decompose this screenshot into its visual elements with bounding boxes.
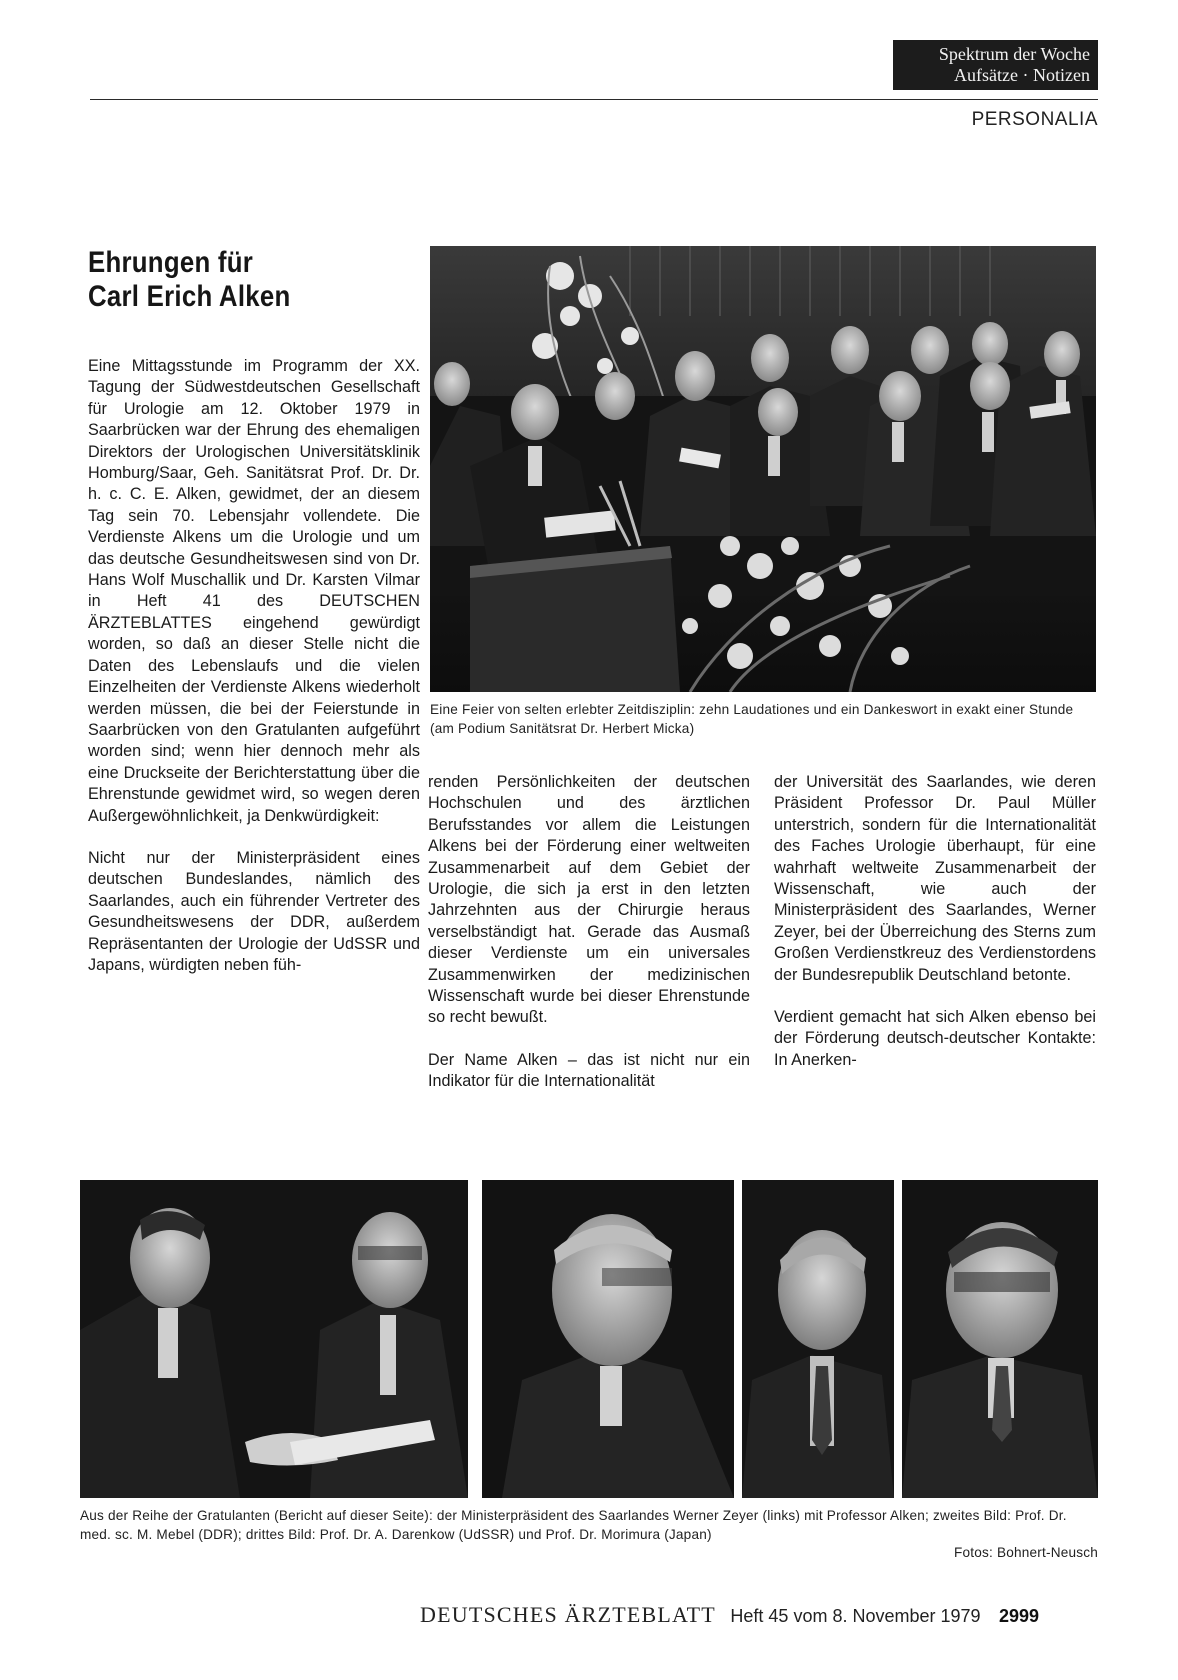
- category-label: PERSONALIA: [971, 109, 1098, 130]
- article-column-3: [774, 772, 1096, 1092]
- photo-credit: Fotos: Bohnert-Neusch: [954, 1545, 1098, 1560]
- section-label-line1: Spektrum der Woche: [938, 44, 1090, 64]
- journal-name: DEUTSCHES ÄRZTEBLATT: [420, 1602, 716, 1627]
- issue-info: Heft 45 vom 8. November 1979: [730, 1606, 981, 1626]
- handshake-photo-image: [80, 1180, 468, 1498]
- mebel-photo-image: [482, 1180, 734, 1498]
- article-column-1: [88, 356, 420, 997]
- page-footer: [420, 1602, 1098, 1632]
- ceremony-photo-caption: Eine Feier von selten erlebter Zeitdisziplin: zehn Laudationes und ein Dankeswort in exakt einer Stunde (am Podium Sanitätsrat Dr. Herbert Micka): [430, 702, 1074, 736]
- page-number: 2999: [999, 1606, 1040, 1626]
- article-column-2: [428, 772, 750, 1114]
- section-label-box: [893, 40, 1098, 90]
- header-rule: [90, 99, 1098, 100]
- article-paragraph: der Universität des Saarlandes, wie deren Präsident Professor Dr. Paul Müller unterstrich, sondern für die Internationalität des Faches Urologie überhaupt, für eine wahrhaft weltweite Zusammenarbeit der Wissenschaft, wie auch der Ministerpräsident des Saarlandes, Werner Zeyer, bei der Überreichung des Sterns zum Großen Verdienstkreuz des Verdienstordens der Bundesrepublik Deutschland betonte.: [774, 773, 1096, 984]
- headline-line-2: Carl Erich Alken: [88, 280, 291, 313]
- section-label-line2: Aufsätze · Notizen: [954, 65, 1090, 85]
- darenkow-photo-image: [742, 1180, 894, 1498]
- handshake-photo: [80, 1180, 468, 1498]
- article-paragraph: renden Persönlichkeiten der deutschen Hochschulen und des ärztlichen Berufsstandes vor allem die Leistungen Alkens bei der Förderung einer weltweiten Zusammenarbeit auf dem Gebiet der Urologie, die sich ja erst in den letzten Jahrzehnten aus der Chirurgie heraus verselbständigt hat. Gerade das Ausmaß dieser Verdienste um ein universales Zusammenwirken der medizinischen Wissenschaft wurde bei dieser Ehrenstunde so recht bewußt.: [428, 773, 750, 1027]
- ceremony-photo: [430, 246, 1096, 692]
- article-paragraph: Eine Mittagsstunde im Programm der XX. Tagung der Südwestdeutschen Gesellschaft für Urologie am 12. Oktober 1979 in Saarbrücken war der Ehrung des ehemaligen Direktors der Urologischen Universitätsklinik Homburg/Saar, Geh. Sanitätsrat Prof. Dr. Dr. h. c. C. E. Alken, gewidmet, der an diesem Tag sein 70. Lebensjahr vollendete. Die Verdienste Alkens um die Urologie und um das deutsche Gesundheitswesen sind von Dr. Hans Wolf Muschallik und Dr. Karsten Vilmar in Heft 41 des DEUTSCHEN ÄRZTEBLATTES eingehend gewürdigt worden, so daß an dieser Stelle nicht die Daten des Lebenslaufs und die vielen Einzelheiten der Verdienste Alkens wiederholt werden müssen, die bei der Feierstunde in Saarbrücken von den Gratulanten aufgeführt worden sind; wenn hier dennoch mehr als eine Druckseite der Berichterstattung über die Ehrenstunde gewidmet wird, so wegen deren Außergewöhnlichkeit, ja Denkwürdigkeit:: [88, 357, 420, 825]
- article-paragraph: Der Name Alken – das ist nicht nur ein Indikator für die Internationalität: [428, 1050, 750, 1091]
- gratulanten-caption: Aus der Reihe der Gratulanten (Bericht auf dieser Seite): der Ministerpräsident des Saarlandes Werner Zeyer (links) mit Professor Alken; zweites Bild: Prof. Dr. med. sc. M. Mebel (DDR); drittes Bild: Prof. Dr. A. Darenkow (UdSSR) und Prof. Dr. Morimura (Japan): [80, 1508, 1067, 1542]
- article-paragraph: Nicht nur der Ministerpräsident eines deutschen Bundeslandes, nämlich des Saarlandes, auch ein führender Vertreter des Gesundheitswesens der DDR, außerdem Repräsentanten der Urologie der UdSSR und Japans, würdigten neben füh-: [88, 848, 420, 974]
- headline-line-1: Ehrungen für: [88, 246, 254, 279]
- ceremony-photo-image: [430, 246, 1096, 692]
- article-headline: [88, 246, 398, 314]
- mebel-photo: [482, 1180, 734, 1498]
- morimura-photo-image: [902, 1180, 1098, 1498]
- article-paragraph: Verdient gemacht hat sich Alken ebenso bei der Förderung deutsch-deutscher Kontakte: In Anerken-: [774, 1008, 1096, 1069]
- morimura-photo: [902, 1180, 1098, 1498]
- darenkow-photo: [742, 1180, 894, 1498]
